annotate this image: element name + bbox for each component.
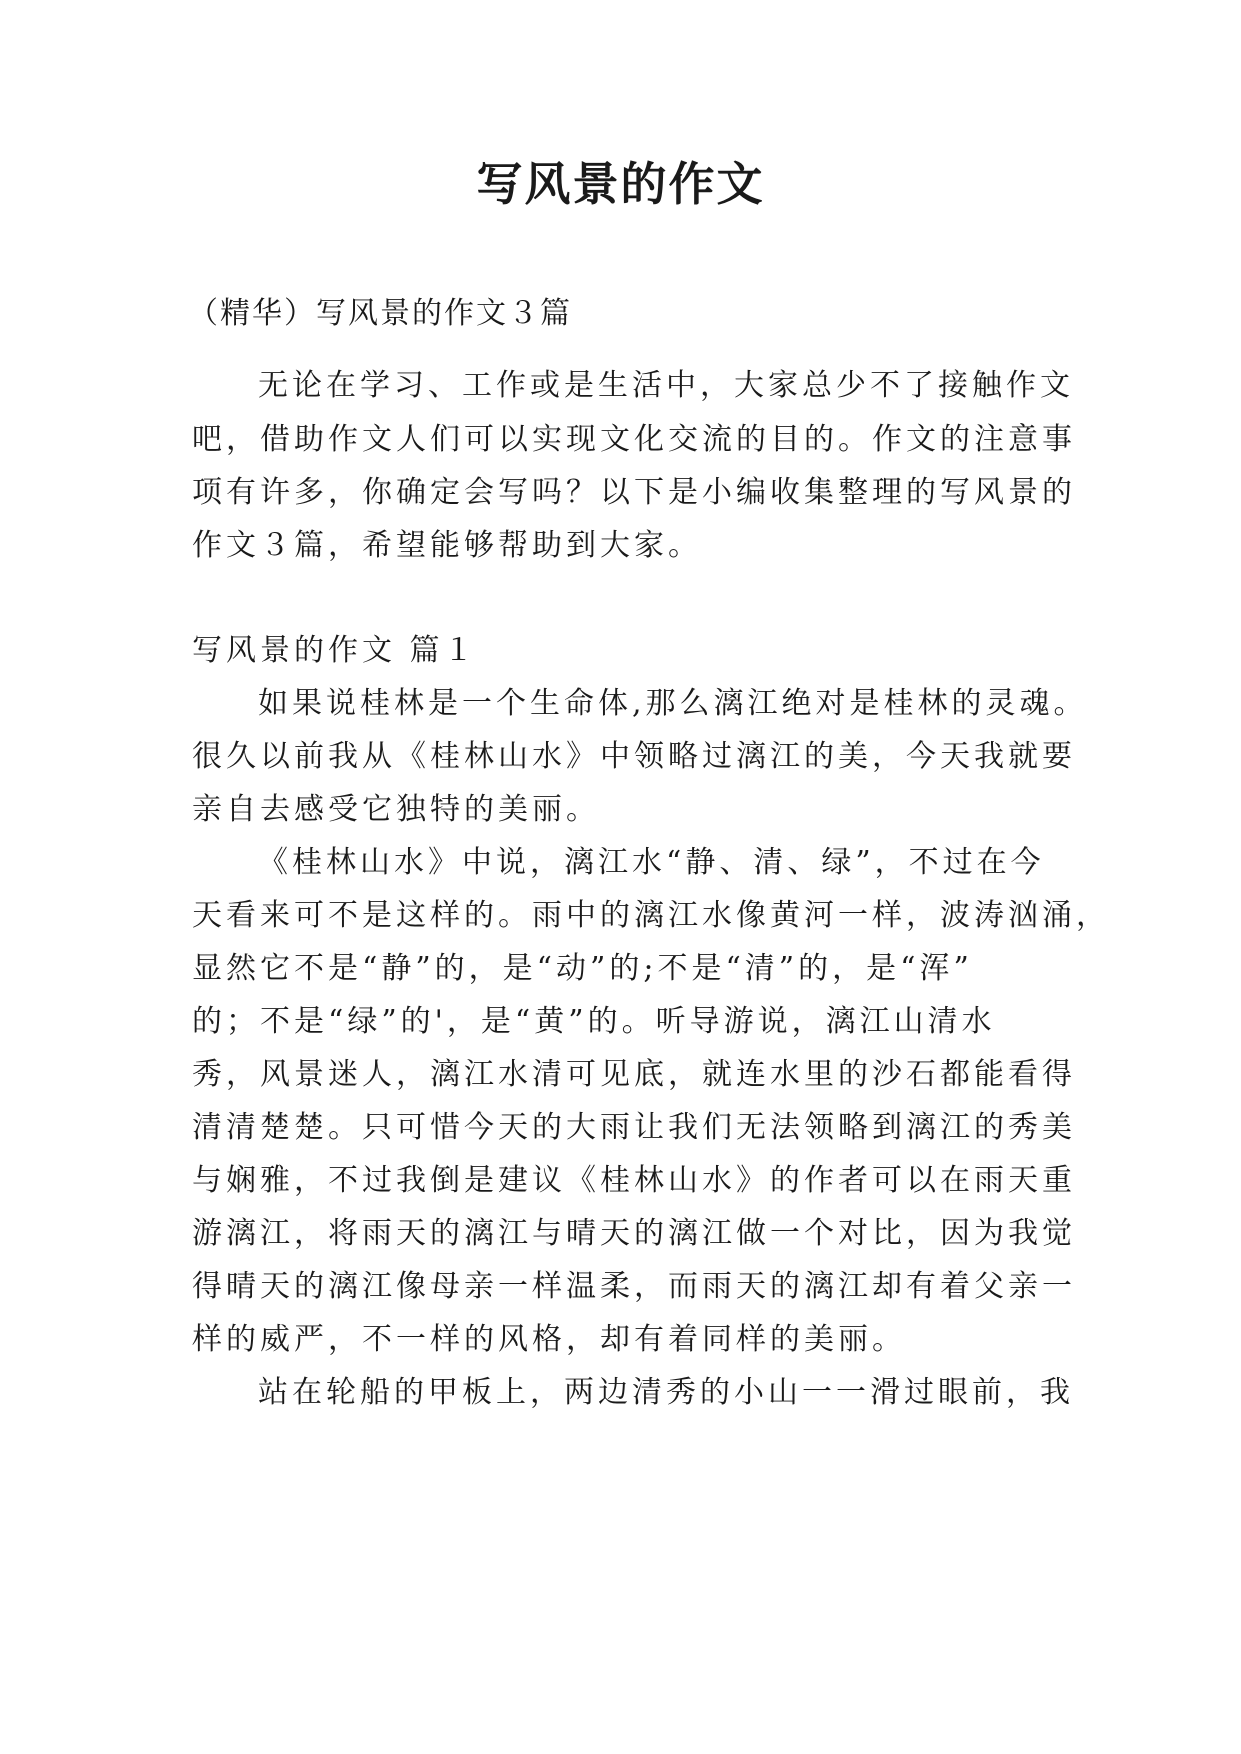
intro-line: 项有许多，你确定会写吗？以下是小编收集整理的写风景的 (192, 475, 1076, 510)
intro-line: 吧，借助作文人们可以实现文化交流的目的。作文的注意事 (192, 422, 1076, 457)
body-line: 样的威严，不一样的风格，却有着同样的美丽。 (192, 1322, 906, 1357)
body-line: 游漓江，将雨天的漓江与晴天的漓江做一个对比，因为我觉 (192, 1216, 1076, 1251)
body-line: 显然它不是“静”的，是“动”的;不是“清”的，是“浑” (192, 951, 973, 986)
body-line: 如果说桂林是一个生命体,那么漓江绝对是桂林的灵魂。 (258, 686, 1088, 721)
body-line: 秀，风景迷人，漓江水清可见底，就连水里的沙石都能看得 (192, 1057, 1076, 1092)
intro-line: 无论在学习、工作或是生活中，大家总少不了接触作文 (258, 368, 1074, 403)
body-line: 很久以前我从《桂林山水》中领略过漓江的美，今天我就要 (192, 739, 1076, 774)
body-line: 的；不是“绿”的'，是“黄”的。听导游说，漓江山清水 (192, 1004, 996, 1039)
body-line: 得晴天的漓江像母亲一样温柔，而雨天的漓江却有着父亲一 (192, 1269, 1076, 1304)
body-line: 亲自去感受它独特的美丽。 (192, 792, 600, 827)
document-subtitle: （精华）写风景的作文３篇 (188, 296, 572, 331)
body-line: 《桂林山水》中说，漓江水“静、清、绿”，不过在今 (258, 845, 1045, 880)
intro-line: 作文３篇，希望能够帮助到大家。 (192, 528, 702, 563)
body-line: 清清楚楚。只可惜今天的大雨让我们无法领略到漓江的秀美 (192, 1110, 1076, 1145)
body-line: 天看来可不是这样的。雨中的漓江水像黄河一样，波涛汹涌， (192, 898, 1110, 933)
body-line: 站在轮船的甲板上，两边清秀的小山一一滑过眼前，我 (258, 1375, 1074, 1410)
section-heading: 写风景的作文 篇１ (192, 633, 478, 668)
page-title: 写风景的作文 (476, 157, 765, 211)
body-line: 与娴雅，不过我倒是建议《桂林山水》的作者可以在雨天重 (192, 1163, 1076, 1198)
